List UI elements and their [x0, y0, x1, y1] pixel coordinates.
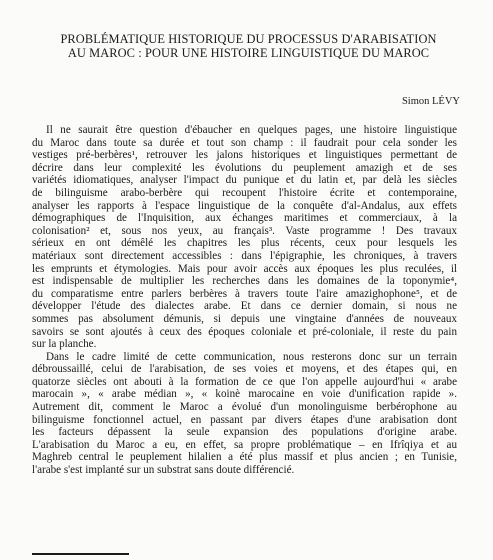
body-line: Dans le cadre limité de cette communication, nous resterons donc sur un terrain [46, 350, 457, 363]
body-line: savoirs se sont ajoutés à ceux des époques coloniale et pré-coloniale, il reste du pain [32, 325, 457, 338]
body-line: marocain », « arabe médian », « koinè marocaine en voie d'unification rapide ». [32, 388, 457, 401]
author-name: Simon LÉVY [401, 96, 460, 107]
title-line-2: AU MAROC : POUR UNE HISTOIRE LINGUISTIQUE DU MAROC [67, 45, 430, 60]
body-line: décrire dans leur complexité les évolutions du peuplement amazigh et de ses [32, 161, 457, 174]
body-line: les emprunts et étymologies. Mais pour avoir accès aux époques les plus reculées, il [32, 262, 457, 275]
footnote-separator [32, 553, 129, 555]
body-line: du comparatisme entre parlers berbères à travers toute l'aire amazighophone⁵, et de [32, 287, 457, 300]
body-line: L'arabisation du Maroc a eu, en effet, sa propre problématique – en Ifrîqiya et au [32, 438, 457, 451]
body-line: de bilinguisme arabo-berbère qui recoupent l'histoire écrite et contemporaine, [32, 186, 457, 199]
body-line: bilinguisme fonctionnel actuel, en passant par divers étapes d'une arabisation dont [32, 413, 457, 426]
body-line: colonisation² et, sous nos yeux, au français³. Vaste programme ! Des travaux [32, 224, 457, 237]
body-line: les facteurs dépassent la seule expansion des populations d'origine arabe. [32, 426, 457, 439]
body-line: sur la planche. [32, 338, 97, 351]
body-line: vestiges pré-berbères¹, retrouver les jalons historiques et linguistiques permettant de [32, 149, 457, 162]
body-line: sérieux en ont démêlé les chapitres les plus récents, ceux pour lesquels les [32, 237, 457, 250]
body-line: matériaux sont directement accessibles : dans l'épigraphie, les chroniques, à travers [32, 249, 457, 262]
body-line: sommes pas absolument démunis, si depuis une vingtaine d'années de nouveaux [32, 312, 457, 325]
article-title [36, 33, 461, 60]
body-line: du Maroc dans toute sa durée et tout son champ : il faudrait pour cela sonder les [32, 136, 457, 149]
article-body [32, 124, 457, 477]
body-line: Maghreb central le peuplement hilalien a été plus massif et plus ancien ; en Tunisie, [32, 451, 457, 464]
body-line: quatorze siècles ont abouti à la formation de ce que l'on appelle aujourd'hui « arabe [32, 375, 457, 388]
body-line: débroussaillé, celui de l'arabisation, de ses voies et moyens, et des étapes qui, en [32, 363, 457, 376]
body-line: Il ne saurait être question d'ébaucher en quelques pages, une histoire linguistique [46, 124, 457, 136]
body-line: variétés idiomatiques, analyser l'impact du punique et du latin et, par delà les siècles [32, 174, 457, 187]
body-line: est indispensable de multiplier les recherches dans les domaines de la toponymie⁴, [32, 275, 457, 288]
body-line: l'arabe s'est implanté sur un substrat sans doute différencié. [32, 464, 295, 477]
body-line: développer l'étude des dialectes arabe. Et dans ce dernier domain, si nous ne [32, 300, 457, 313]
body-line: Autrement dit, comment le Maroc a évolué d'un monolinguisme berbérophone au [32, 401, 457, 414]
body-line: analyser les rapports à l'espace linguistique de la conquête d'al-Andalus, aux effets [32, 199, 457, 212]
body-line: démographiques de l'Inquisition, aux échanges maritimes et commerciaux, à la [32, 212, 457, 225]
title-line-1: PROBLÉMATIQUE HISTORIQUE DU PROCESSUS D'ARABISATION [60, 32, 437, 46]
